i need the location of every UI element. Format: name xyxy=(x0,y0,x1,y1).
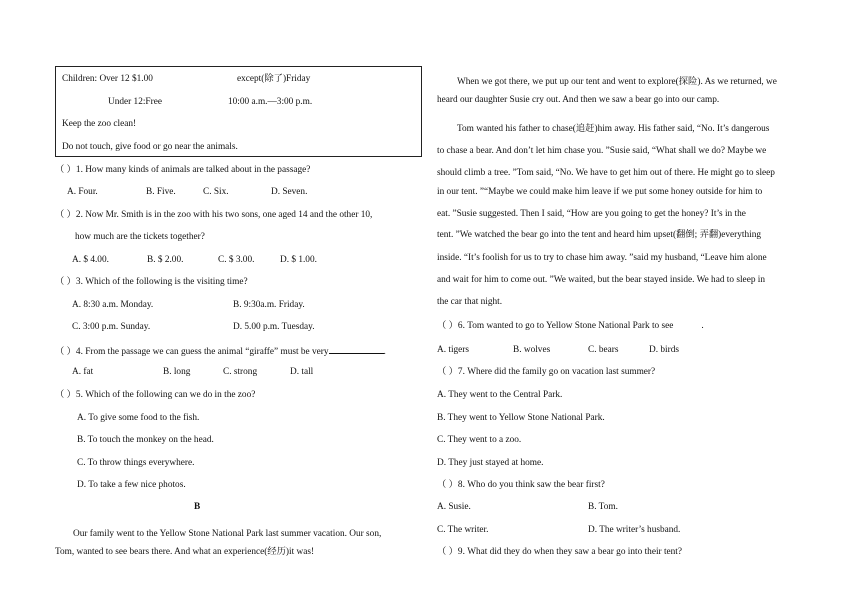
q2-option-a: A. $ 4.00. xyxy=(72,255,109,265)
question-6 xyxy=(437,319,704,332)
q5-option-a: A. To give some food to the fish. xyxy=(77,413,200,423)
passage-right-line-6: in our tent. ”“Maybe we could make him leave if we put some honey outside for him to xyxy=(437,187,763,197)
question-3: （ ）3. Which of the following is the visiting time? xyxy=(55,277,248,287)
answer-blank xyxy=(673,319,701,328)
q8-option-a: A. Susie. xyxy=(437,502,471,512)
passage-right-line-11: the car that night. xyxy=(437,297,503,307)
passage-right-line-4: to chase a bear. And don’t let him chase you. ”Susie said, “What shall we do? Maybe we xyxy=(437,146,767,156)
q2-option-b: B. $ 2.00. xyxy=(147,255,184,265)
q8-option-b: B. Tom. xyxy=(588,502,618,512)
q3-option-a: A. 8:30 a.m. Monday. xyxy=(72,300,154,310)
q4-option-b: B. long xyxy=(163,367,191,377)
passage-right-line-3: Tom wanted his father to chase(追赶)him away. His father said, “No. It’s dangerous xyxy=(457,124,770,134)
q1-option-a: A. Four. xyxy=(67,187,98,197)
q4-option-c: C. strong xyxy=(223,367,258,377)
q7-option-d: D. They just stayed at home. xyxy=(437,458,544,468)
question-2-cont: how much are the tickets together? xyxy=(75,232,205,242)
q1-option-b: B. Five. xyxy=(146,187,176,197)
question-6-text: （ ）6. Tom wanted to go to Yellow Stone National Park to see xyxy=(437,321,674,331)
passage-right-line-2: heard our daughter Susie cry out. And then we saw a bear go into our camp. xyxy=(437,95,720,105)
q6-option-c: C. bears xyxy=(588,345,619,355)
q5-option-c: C. To throw things everywhere. xyxy=(77,458,195,468)
question-1: （ ）1. How many kinds of animals are talked about in the passage? xyxy=(55,165,311,175)
passage-right-line-8: tent. ”We watched the bear go into the tent and heard him upset(翻倒; 弄翻)everything xyxy=(437,230,762,240)
q7-option-b: B. They went to Yellow Stone National Park. xyxy=(437,413,605,423)
notice-keep-clean: Keep the zoo clean! xyxy=(62,119,137,129)
q6-option-d: D. birds xyxy=(649,345,679,355)
q4-option-d: D. tall xyxy=(290,367,314,377)
q6-option-b: B. wolves xyxy=(513,345,551,355)
q4-option-a: A. fat xyxy=(72,367,94,377)
question-7: （ ）7. Where did the family go on vacation last summer? xyxy=(437,367,656,377)
question-4-text: （ ）4. From the passage we can guess the animal “giraffe” must be very xyxy=(55,347,329,357)
passage-right-line-5: should climb a tree. ”Tom said, “No. We have to get him out of there. He might go to sleep xyxy=(437,168,775,178)
question-4-end: . xyxy=(383,347,386,357)
notice-do-not-touch: Do not touch, give food or go near the animals. xyxy=(62,142,238,152)
question-2: （ ）2. Now Mr. Smith is in the zoo with his two sons, one aged 14 and the other 10, xyxy=(55,210,373,220)
passage-right-line-9: inside. “It’s foolish for us to try to chase him away. ”said my husband, “Leave him alone xyxy=(437,253,767,263)
answer-blank xyxy=(329,344,384,354)
q6-option-a: A. tigers xyxy=(437,345,470,355)
notice-hours: 10:00 a.m.—3:00 p.m. xyxy=(228,97,313,107)
passage-right-line-7: eat. ”Susie suggested. Then I said, “How are you going to get the honey? It’s in the xyxy=(437,209,746,219)
passage-right-line-1: When we got there, we put up our tent and went to explore(探险). As we returned, we xyxy=(457,77,777,87)
q3-option-c: C. 3:00 p.m. Sunday. xyxy=(72,322,151,332)
q5-option-b: B. To touch the monkey on the head. xyxy=(77,435,214,445)
q7-option-a: A. They went to the Central Park. xyxy=(437,390,563,400)
notice-children-over: Children: Over 12 $1.00 xyxy=(62,74,153,84)
passage-b-line-1: Our family went to the Yellow Stone National Park last summer vacation. Our son, xyxy=(73,529,382,539)
q1-option-d: D. Seven. xyxy=(271,187,308,197)
passage-right-line-10: and wait for him to come out. ”We waited, but the bear stayed inside. We had to sleep in xyxy=(437,275,766,285)
q5-option-d: D. To take a few nice photos. xyxy=(77,480,186,490)
q2-option-c: C. $ 3.00. xyxy=(218,255,255,265)
q3-option-b: B. 9:30a.m. Friday. xyxy=(233,300,305,310)
passage-b-line-2: Tom, wanted to see bears there. And what an experience(经历)it was! xyxy=(55,547,315,557)
q2-option-d: D. $ 1.00. xyxy=(280,255,317,265)
q1-option-c: C. Six. xyxy=(203,187,229,197)
q8-option-d: D. The writer’s husband. xyxy=(588,525,681,535)
question-6-end: . xyxy=(701,321,704,331)
notice-except-friday: except(除了)Friday xyxy=(237,74,311,84)
q3-option-d: D. 5.00 p.m. Tuesday. xyxy=(233,322,315,332)
question-9: （ ）9. What did they do when they saw a bear go into their tent? xyxy=(437,547,683,557)
question-8: （ ）8. Who do you think saw the bear first? xyxy=(437,480,605,490)
q8-option-c: C. The writer. xyxy=(437,525,489,535)
notice-under12: Under 12:Free xyxy=(108,97,162,107)
question-4 xyxy=(55,344,386,358)
section-b-heading: B xyxy=(194,502,201,512)
q7-option-c: C. They went to a zoo. xyxy=(437,435,522,445)
question-5: （ ）5. Which of the following can we do in the zoo? xyxy=(55,390,256,400)
